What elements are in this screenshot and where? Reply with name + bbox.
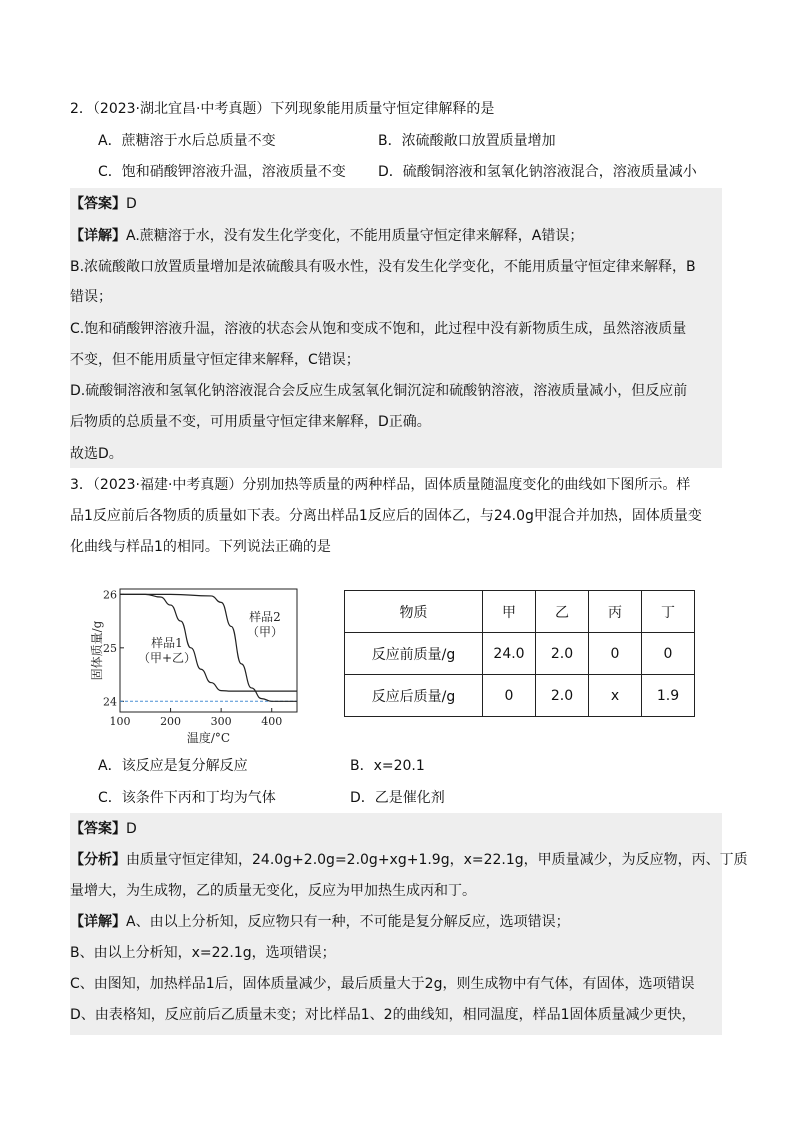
table-cell: 2.0 xyxy=(536,675,589,717)
q3-detail-line-4: D、由表格知，反应前后乙质量未变；对比样品1、2的曲线知，相同温度，样品1固体质量减少更快， xyxy=(70,1007,696,1023)
q3-stem-line-3: 化曲线与样品1的相同。下列说法正确的是 xyxy=(70,539,331,555)
q2-detail-line-6: D.硫酸铜溶液和氢氧化钠溶液混合会反应生成氢氧化铜沉淀和硫酸钠溶液，溶液质量减小，但反应前 xyxy=(70,383,688,399)
q3-answer xyxy=(70,819,137,839)
series-label-2: 样品2 xyxy=(249,610,281,624)
table-header-cell: 乙 xyxy=(536,591,589,633)
q2-detail-line-1 xyxy=(70,226,583,246)
table-cell: 2.0 xyxy=(536,633,589,675)
q3-analysis-line-2: 量增大，为生成物，乙的质量无变化，反应为甲加热生成丙和丁。 xyxy=(70,883,476,899)
q2-detail-line-3: 错误； xyxy=(70,289,112,305)
q2-option-d: D．硫酸铜溶液和氢氧化钠溶液混合，溶液质量减小 xyxy=(378,164,697,180)
q2-detail-line-7: 后物质的总质量不变，可用质量守恒定律来解释，D正确。 xyxy=(70,414,431,430)
q3-option-b: B．x=20.1 xyxy=(350,758,425,774)
mass-temperature-chart xyxy=(85,575,305,750)
q2-option-a: A．蔗糖溶于水后总质量不变 xyxy=(98,133,276,149)
detail-label: 【详解】 xyxy=(70,914,126,930)
q2-detail-line-4: C.饱和硝酸钾溶液升温，溶液的状态会从饱和变成不饱和，此过程中没有新物质生成，虽然溶液质量 xyxy=(70,321,687,337)
table-header-row xyxy=(345,591,695,633)
y-tick-label: 25 xyxy=(103,641,117,655)
table-cell: 反应前质量/g xyxy=(345,633,483,675)
q3-detail-line-2: B、由以上分析知，x=22.1g，选项错误； xyxy=(70,945,336,961)
q2-detail-line-5: 不变，但不能用质量守恒定律来解释，C错误； xyxy=(70,352,360,368)
q2-option-b: B．浓硫酸敞口放置质量增加 xyxy=(378,133,556,149)
answer-label: 【答案】 xyxy=(70,196,126,212)
x-tick-label: 400 xyxy=(261,715,283,728)
answer-label: 【答案】 xyxy=(70,821,126,837)
detail-text: A.蔗糖溶于水，没有发生化学变化，不能用质量守恒定律来解释，A错误； xyxy=(126,228,584,244)
q3-detail-line-1 xyxy=(70,912,570,932)
x-tick-label: 100 xyxy=(109,715,131,728)
series-line-1 xyxy=(120,594,297,691)
q2-option-c: C．饱和硝酸钾溶液升温，溶液质量不变 xyxy=(98,164,346,180)
table-header-cell: 甲 xyxy=(483,591,536,633)
table-header-cell: 物质 xyxy=(345,591,483,633)
series-sublabel-1: （甲+乙） xyxy=(137,651,197,665)
q3-option-c: C．该条件下丙和丁均为气体 xyxy=(98,790,276,806)
table-cell: x xyxy=(589,675,642,717)
y-tick-label: 24 xyxy=(103,695,117,709)
series-sublabel-2: （甲） xyxy=(246,625,284,639)
detail-label: 【详解】 xyxy=(70,228,126,244)
q3-detail-line-3: C、由图知，加热样品1后，固体质量减少，最后质量大于2g，则生成物中有气体，有固体，选项错误 xyxy=(70,976,695,992)
table-cell: 1.9 xyxy=(642,675,695,717)
q3-stem-line-2: 品1反应前后各物质的质量如下表。分离出样品1反应后的固体乙，与24.0g甲混合并加热，固体质量变 xyxy=(70,508,702,524)
q3-analysis-line-1 xyxy=(70,850,748,870)
q3-answer-band xyxy=(70,813,722,845)
q3-option-d: D．乙是催化剂 xyxy=(350,790,445,806)
y-axis-label: 固体质量/g xyxy=(90,620,104,681)
q2-detail-line-2: B.浓硫酸敞口放置质量增加是浓硫酸具有吸水性，没有发生化学变化，不能用质量守恒定律来解释，B xyxy=(70,259,696,275)
x-tick-label: 200 xyxy=(160,715,182,728)
q2-stem: 2．（2023·湖北宜昌·中考真题）下列现象能用质量守恒定律解释的是 xyxy=(70,101,495,117)
table-header-cell: 丁 xyxy=(642,591,695,633)
q2-answer xyxy=(70,194,137,214)
q2-detail-line-8: 故选D。 xyxy=(70,446,123,462)
analysis-label: 【分析】 xyxy=(70,852,126,868)
q3-option-a: A．该反应是复分解反应 xyxy=(98,758,248,774)
mass-table xyxy=(344,590,695,717)
series-label-1: 样品1 xyxy=(151,636,183,650)
answer-value: D xyxy=(126,821,137,837)
table-cell: 0 xyxy=(483,675,536,717)
table-row xyxy=(345,633,695,675)
table-cell: 0 xyxy=(589,633,642,675)
answer-value: D xyxy=(126,196,137,212)
table-cell: 0 xyxy=(642,633,695,675)
q2-answer-band xyxy=(70,188,722,220)
q3-stem-line-1: 3．（2023·福建·中考真题）分别加热等质量的两种样品，固体质量随温度变化的曲线如下图所示。样 xyxy=(70,477,691,493)
table-row xyxy=(345,675,695,717)
x-tick-label: 300 xyxy=(210,715,232,728)
y-tick-label: 26 xyxy=(103,588,117,602)
detail-text: A、由以上分析知，反应物只有一种，不可能是复分解反应，选项错误； xyxy=(126,914,570,930)
table-cell: 反应后质量/g xyxy=(345,675,483,717)
analysis-text: 由质量守恒定律知，24.0g+2.0g=2.0g+xg+1.9g，x=22.1g，甲质量减少，为反应物，丙、丁质 xyxy=(126,852,748,868)
x-axis-label: 温度/°C xyxy=(186,731,231,745)
table-cell: 24.0 xyxy=(483,633,536,675)
table-header-cell: 丙 xyxy=(589,591,642,633)
